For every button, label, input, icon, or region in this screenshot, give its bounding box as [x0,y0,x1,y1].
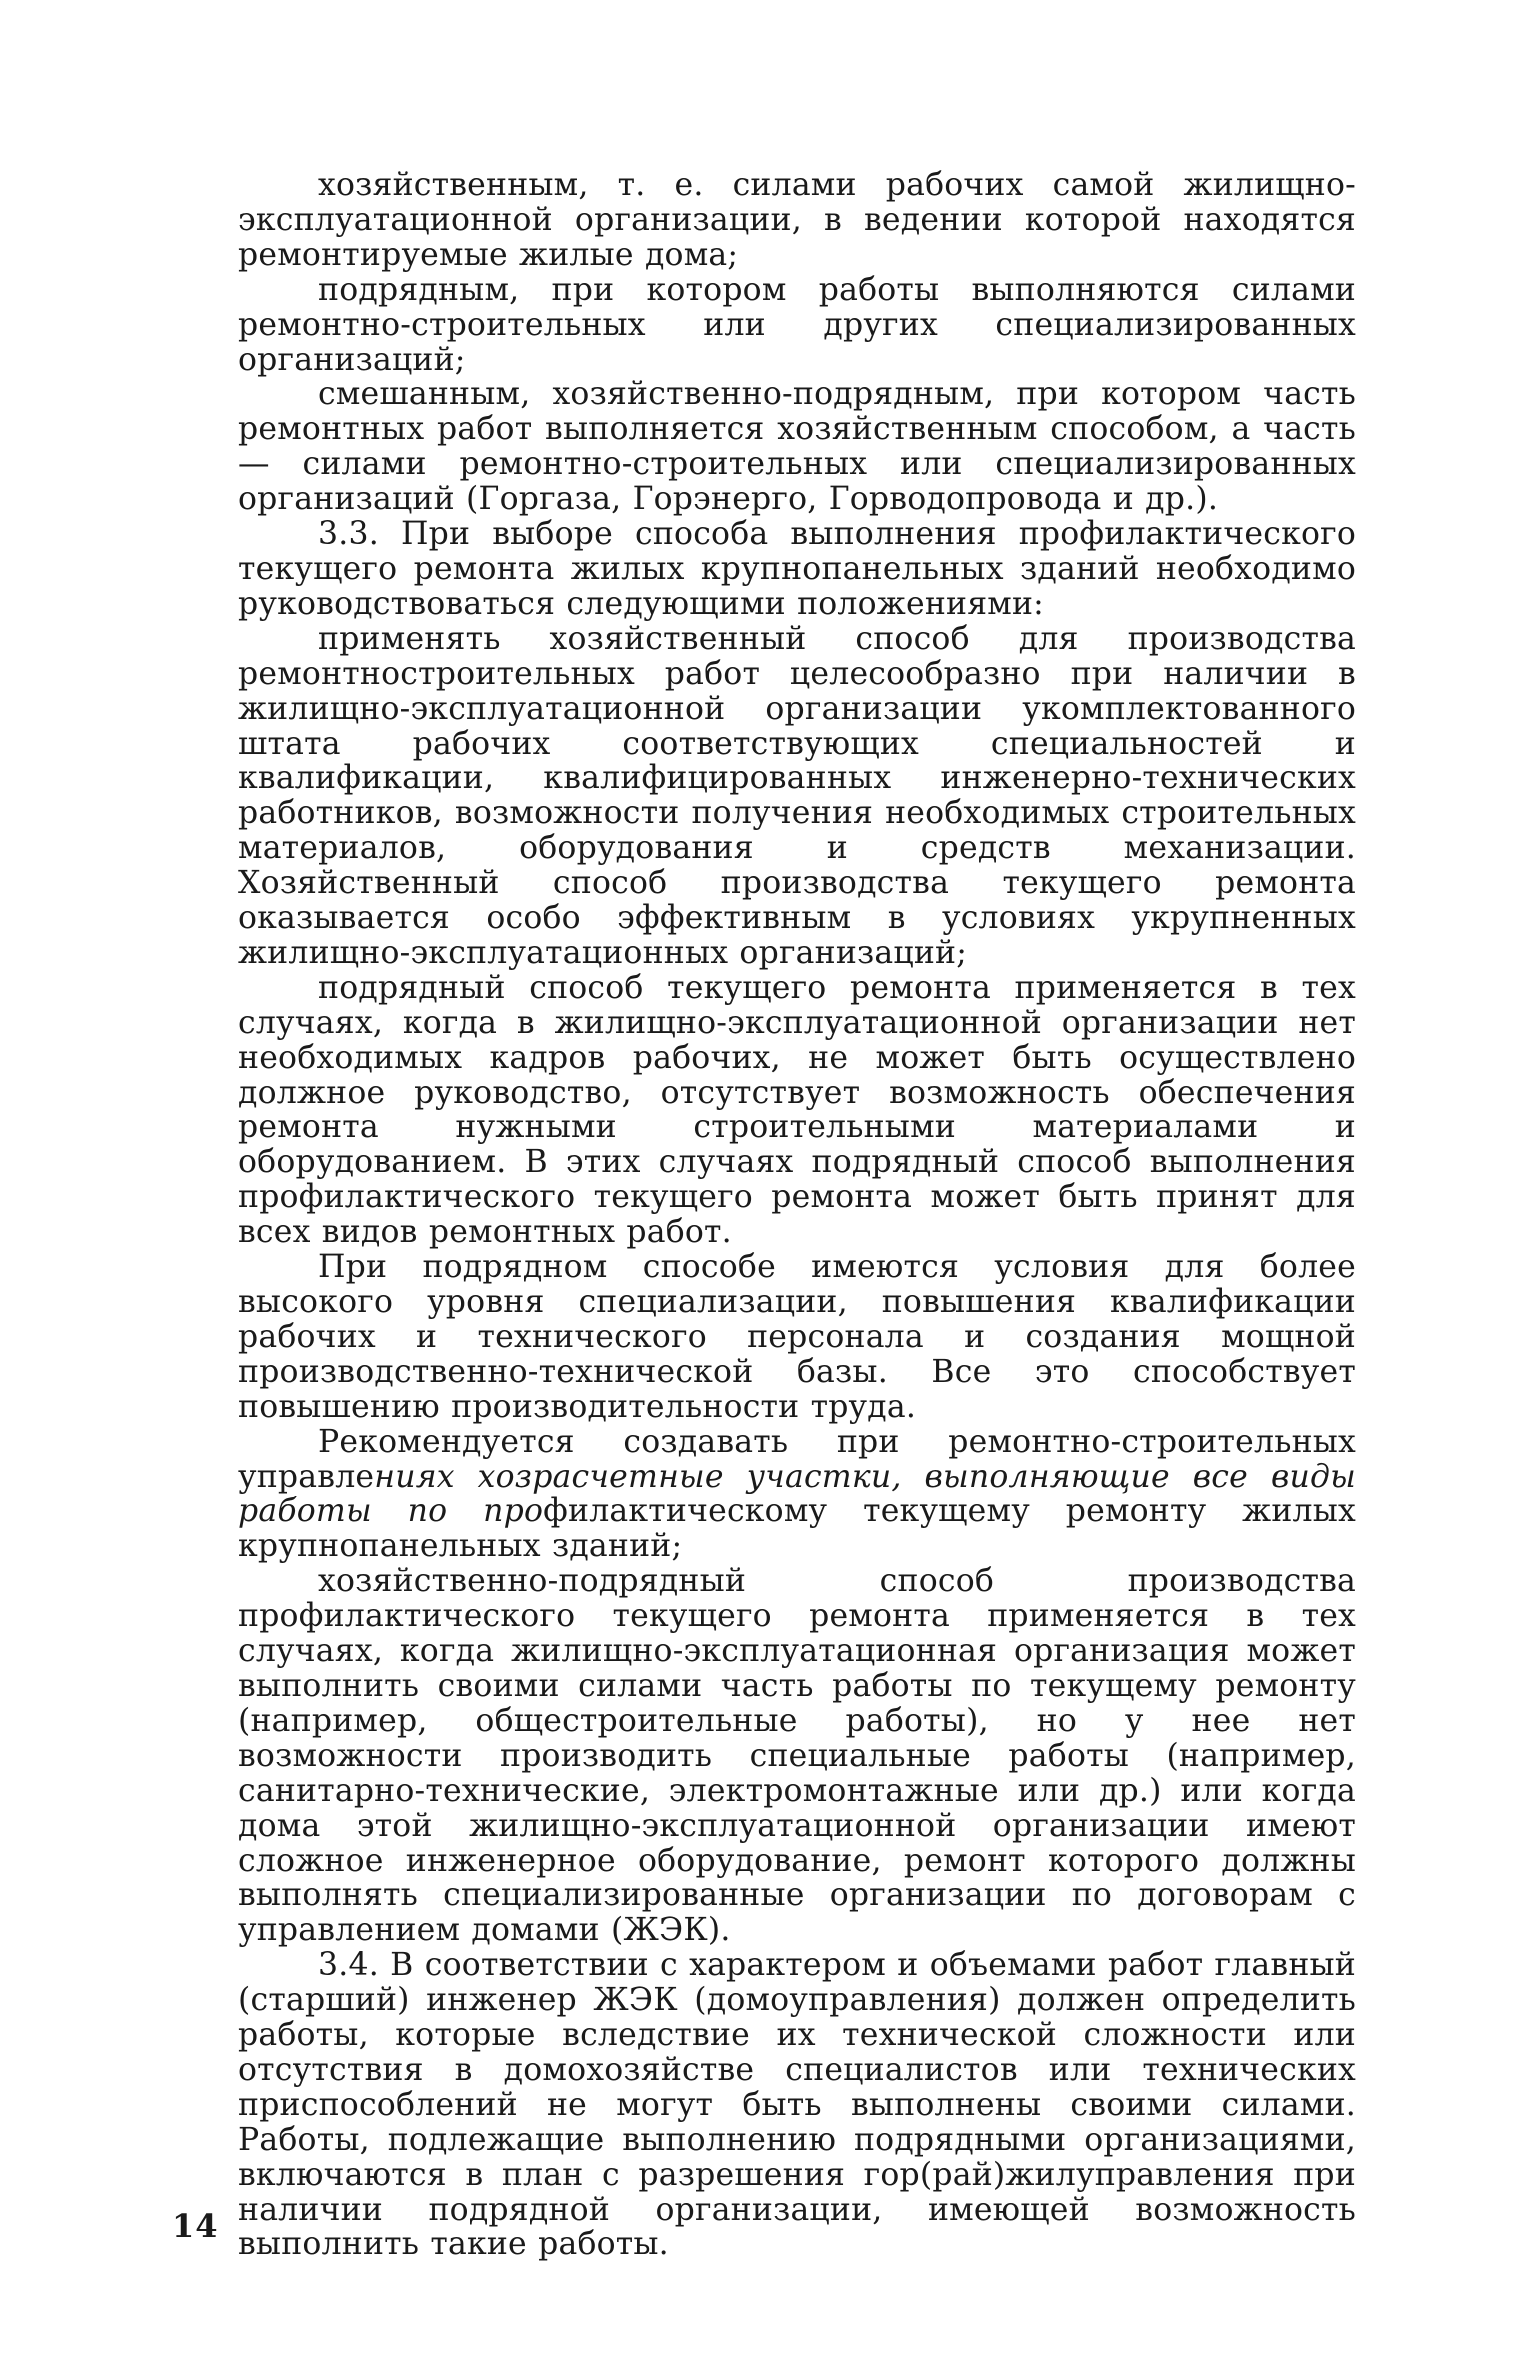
paragraph-mixed-method: смешанным, хозяйственно-подрядным, при котором часть ремонтных работ выполняется хозяйственным способом, а часть — силами ремонтно-строительных или специализированных организаций (Горгаза, Горэнерго, Горводопровода и др.). [238,376,1356,518]
recommendation-italic: ниях хозрасчетные участки, выполняющие все виды работы по про [238,1458,1356,1530]
paragraph-specialization: При подрядном способе имеются условия для более высокого уровня специализации, повышения квалификации рабочих и технического персонала и создания мощной производственно-технической базы. Все это способствует повышению производительности труда. [238,1249,1356,1425]
paragraph-apply-contract: подрядный способ текущего ремонта применяется в тех случаях, когда в жилищно-эксплуатационной организации нет необходимых кадров рабочих, не может быть осуществлено должное руководство, отсутствует возможность обеспечения ремонта нужными строительными материалами и оборудованием. В этих случаях подрядный способ выполнения профилактического текущего ремонта может быть принят для всех видов ремонтных работ. [238,969,1356,1251]
paragraph-section-3-4: 3.4. В соответствии с характером и объемами работ главный (старший) инженер ЖЭК (домоуправления) должен определить работы, которые вследствие их технической сложности или отсутствия в домохозяйстве специалистов или технических приспособлений не могут быть выполнены своими силами. Работы, подлежащие выполнению подрядными организациями, включаются в план с разрешения гор(рай)жилуправления при наличии подрядной организации, имеющей возможность выполнить такие работы. [238,1947,1356,2263]
paragraph-apply-household: применять хозяйственный способ для производства ремонтностроительных работ целесообразно при наличии в жилищно-эксплуатационной организации укомплектованного штата рабочих соответствующих специальностей и квалификации, квалифицированных инженерно-технических работников, возможности получения необходимых строительных материалов, оборудования и средств механизации. Хозяйственный способ производства текущего ремонта оказывается особо эффективным в условиях укрупненных жилищно-эксплуатационных организаций; [238,620,1356,971]
paragraph-household-contract: хозяйственно-подрядный способ производства профилактического текущего ремонта применяется в тех случаях, когда жилищно-эксплуатационная организация может выполнить своими силами часть работы по текущему ремонту (например, общестроительные работы), но у нее нет возможности производить специальные работы (например, санитарно-технические, электромонтажные или др.) или когда дома этой жилищно-эксплуатационной организации имеют сложное инженерное оборудование, ремонт которого должны выполнять специализированные организации по договорам с управлением домами (ЖЭК). [238,1563,1356,1949]
paragraph-contract-method: подрядным, при котором работы выполняются силами ремонтно-строительных или других специализированных организаций; [238,271,1356,378]
page-text-block [238,168,1356,2262]
paragraph-section-3-3: 3.3. При выборе способа выполнения профилактического текущего ремонта жилых крупнопанельных зданий необходимо руководствоваться следующими положениями: [238,516,1356,622]
page-number: 14 [172,2207,219,2245]
recommendation-end: филактическому текущему ремонту жилых крупнопанельных зданий; [238,1493,1356,1565]
paragraph-household-method: хозяйственным, т. е. силами рабочих самой жилищно-эксплуатационной организации, в ведении которой находятся ремонтируемые жилые дома; [238,167,1356,273]
paragraph-recommendation [238,1425,1356,1565]
recommendation-start: Рекомендуется создавать при ремонтно-строительных управле [238,1423,1356,1495]
